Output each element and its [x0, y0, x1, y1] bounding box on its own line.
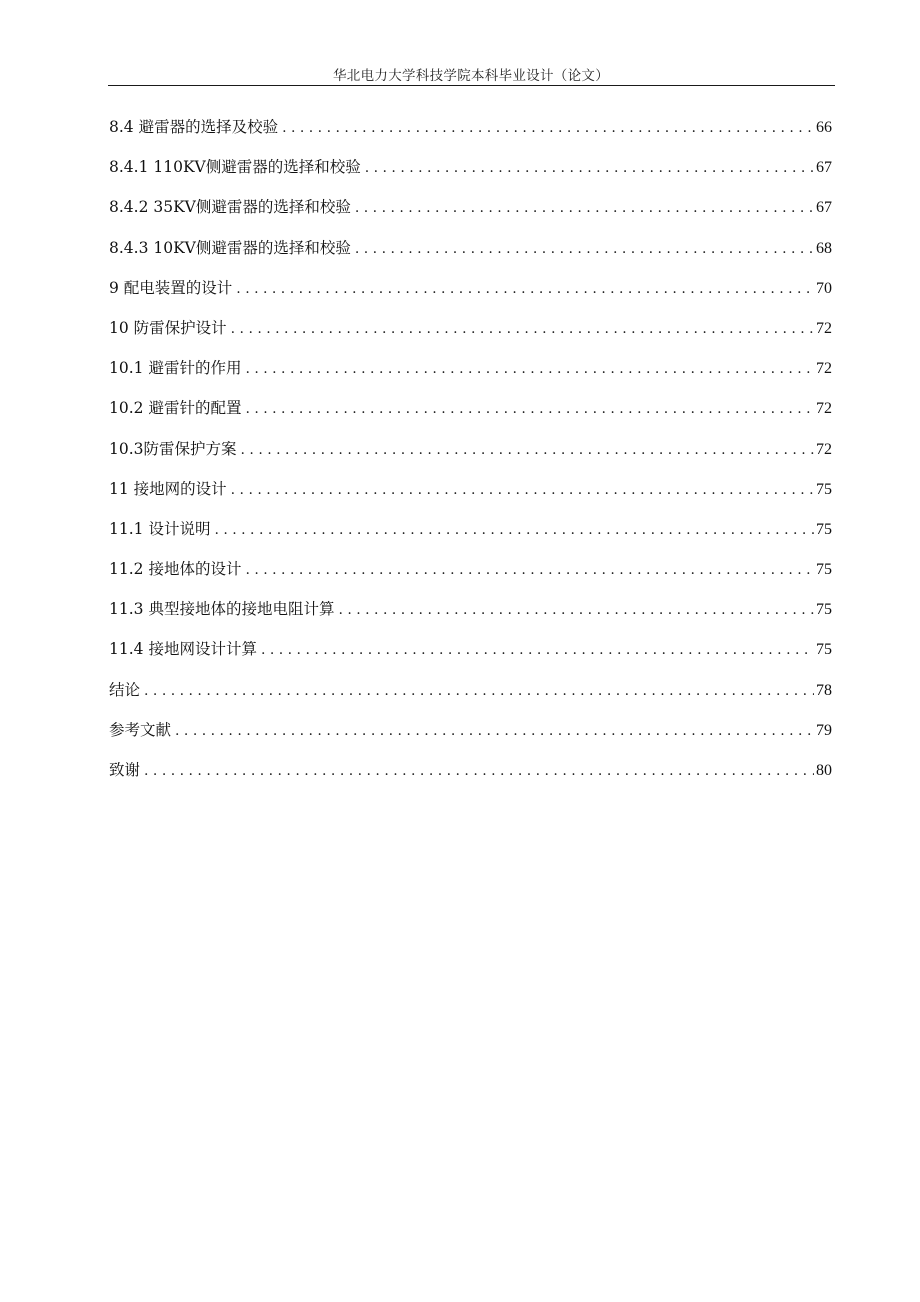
- toc-entry-title: 10.1 避雷针的作用: [109, 359, 242, 378]
- toc-entry-10[interactable]: [109, 315, 832, 355]
- toc-dot-leader: [214, 517, 814, 543]
- toc-entry-title: 10.3防雷保护方案: [109, 439, 237, 458]
- toc-dot-leader: [245, 557, 814, 583]
- toc-entry-page: 70: [816, 279, 832, 297]
- toc-entry-8-4-3[interactable]: [109, 235, 832, 275]
- toc-entry-acknowledgements[interactable]: [109, 757, 832, 797]
- toc-dot-leader: [245, 396, 814, 422]
- toc-entry-8-4[interactable]: [109, 114, 832, 154]
- toc-dot-leader: [241, 437, 814, 463]
- toc-dot-leader: [231, 316, 814, 342]
- toc-entry-page: 78: [816, 681, 832, 699]
- header-divider: [108, 85, 835, 86]
- toc-entry-11-2[interactable]: [109, 556, 832, 596]
- table-of-contents: [109, 114, 832, 797]
- toc-dot-leader: [231, 477, 814, 503]
- toc-entry-page: 67: [816, 199, 832, 217]
- toc-dot-leader: [282, 115, 814, 141]
- toc-entry-10-3[interactable]: [109, 436, 832, 476]
- toc-entry-title: 11.2 接地体的设计: [109, 560, 242, 579]
- toc-entry-page: 75: [816, 641, 832, 659]
- toc-entry-page: 75: [816, 520, 832, 538]
- toc-entry-page: 75: [816, 601, 832, 619]
- toc-entry-10-2[interactable]: [109, 395, 832, 435]
- toc-dot-leader: [355, 236, 814, 262]
- toc-entry-title: 8.4.2 35KV侧避雷器的选择和校验: [109, 198, 351, 217]
- toc-dot-leader: [338, 597, 814, 623]
- toc-dot-leader: [144, 758, 814, 784]
- toc-entry-title: 11.1 设计说明: [109, 519, 211, 538]
- toc-entry-11-4[interactable]: [109, 636, 832, 676]
- toc-entry-11-3[interactable]: [109, 596, 832, 636]
- toc-entry-page: 68: [816, 239, 832, 257]
- toc-entry-references[interactable]: [109, 717, 832, 757]
- toc-entry-page: 75: [816, 561, 832, 579]
- toc-entry-title: 结论: [109, 680, 141, 699]
- toc-dot-leader: [144, 678, 814, 704]
- toc-entry-10-1[interactable]: [109, 355, 832, 395]
- toc-entry-8-4-1[interactable]: [109, 154, 832, 194]
- toc-entry-conclusion[interactable]: [109, 677, 832, 717]
- toc-entry-page: 72: [816, 400, 832, 418]
- toc-entry-title: 8.4.1 110KV侧避雷器的选择和校验: [109, 158, 361, 177]
- toc-entry-title: 致谢: [109, 761, 141, 779]
- toc-entry-title: 9 配电装置的设计: [109, 278, 233, 297]
- toc-entry-title: 参考文献: [109, 720, 172, 739]
- toc-entry-8-4-2[interactable]: [109, 194, 832, 234]
- toc-entry-title: 10 防雷保护设计: [109, 318, 227, 337]
- toc-entry-title: 11.4 接地网设计计算: [109, 640, 257, 659]
- toc-dot-leader: [175, 718, 814, 744]
- toc-entry-page: 79: [816, 721, 832, 739]
- toc-entry-title: 11 接地网的设计: [109, 479, 227, 498]
- toc-dot-leader: [261, 637, 814, 663]
- toc-entry-title: 11.3 典型接地体的接地电阻计算: [109, 600, 335, 619]
- toc-entry-page: 72: [816, 440, 832, 458]
- toc-entry-page: 66: [816, 119, 832, 136]
- toc-entry-page: 80: [816, 762, 832, 779]
- page-header-title: 华北电力大学科技学院本科毕业设计（论文）: [333, 68, 609, 84]
- toc-dot-leader: [355, 195, 814, 221]
- toc-entry-title: 10.2 避雷针的配置: [109, 399, 242, 418]
- toc-dot-leader: [245, 356, 814, 382]
- toc-entry-title: 8.4.3 10KV侧避雷器的选择和校验: [109, 238, 351, 257]
- toc-entry-11[interactable]: [109, 476, 832, 516]
- toc-entry-9[interactable]: [109, 275, 832, 315]
- toc-entry-page: 75: [816, 480, 832, 498]
- toc-dot-leader: [236, 276, 814, 302]
- toc-entry-title: 8.4 避雷器的选择及校验: [109, 118, 279, 136]
- toc-entry-page: 72: [816, 319, 832, 337]
- toc-entry-page: 72: [816, 360, 832, 378]
- toc-entry-11-1[interactable]: [109, 516, 832, 556]
- toc-dot-leader: [365, 155, 814, 181]
- toc-entry-page: 67: [816, 159, 832, 177]
